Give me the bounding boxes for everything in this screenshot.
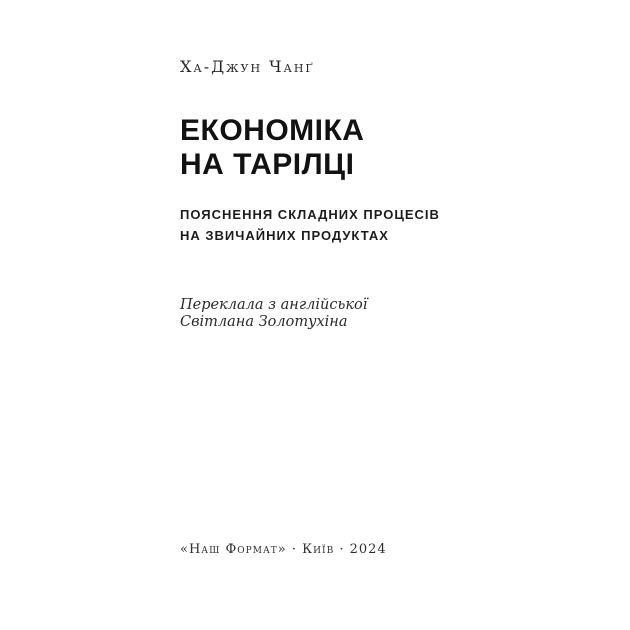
translator-credit-line-1: Переклала з англійської xyxy=(180,297,368,313)
translator-name: Світлана Золотухіна xyxy=(180,314,348,330)
book-subtitle-line-2: НА ЗВИЧАЙНИХ ПРОДУКТАХ xyxy=(180,228,389,243)
book-title-line-1: ЕКОНОМІКА xyxy=(180,114,365,147)
imprint-line: «Наш Формат» · Київ · 2024 xyxy=(180,542,387,557)
book-title xyxy=(180,114,590,182)
book-subtitle xyxy=(180,204,590,246)
book-title-line-2: НА ТАРІЛЦІ xyxy=(180,148,355,181)
book-subtitle-line-1: ПОЯСНЕННЯ СКЛАДНИХ ПРОЦЕСІВ xyxy=(180,207,440,222)
author-name: Ха-Джун Чанґ xyxy=(180,57,315,76)
translator-credit xyxy=(180,297,590,331)
